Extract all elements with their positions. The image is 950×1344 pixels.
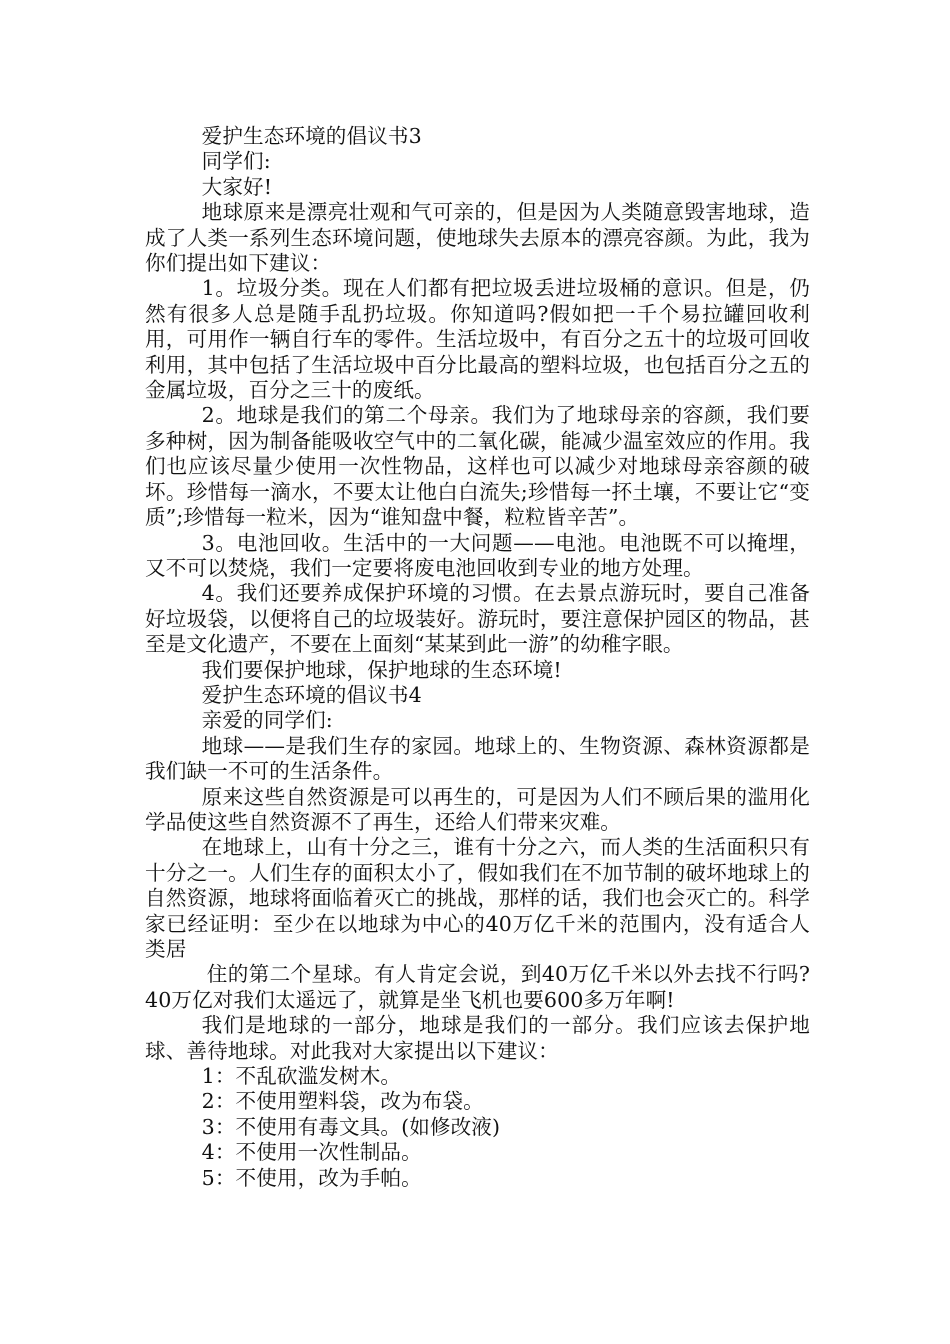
greeting: 大家好! [201, 174, 273, 199]
paragraph: 1。垃圾分类。现在人们都有把垃圾丢进垃圾桶的意识。但是，仍然有很多人总是随手乱扔垃圾。你知道吗?假如把一千个易拉罐回收利用，可用作一辆自行车的零件。生活垃圾中，有百分之五十的垃圾可回收利用，其中包括了生活垃圾中百分比最高的塑料垃圾，也包括百分之五的金属垃圾，百分之三十的废纸。 [145, 276, 810, 403]
paragraph: 4。我们还要养成保护环境的习惯。在去景点游玩时，要自己准备好垃圾袋，以便将自己的垃圾装好。游玩时，要注意保护园区的物品，甚至是文化遗产，不要在上面刻“某某到此一游”的幼稚字眼。 [145, 581, 810, 657]
list-item: 4：不使用一次性制品。 [201, 1140, 422, 1165]
paragraph: 2。地球是我们的第二个母亲。我们为了地球母亲的容颜，我们要多种树，因为制备能吸收空气中的二氧化碳，能减少温室效应的作用。我们也应该尽量少使用一次性物品，这样也可以减少对地球母亲容颜的破坏。珍惜每一滴水，不要太让他白白流失;珍惜每一抔土壤，不要让它“变质”;珍惜每一粒米，因为“谁知盘中餐，粒粒皆辛苦”。 [145, 403, 810, 530]
paragraph: 住的第二个星球。有人肯定会说，到40万亿千米以外去找不行吗?40万亿对我们太遥远了，就算是坐飞机也要600多万年啊! [145, 962, 810, 1012]
paragraph: 在地球上，山有十分之三，谁有十分之六，而人类的生活面积只有十分之一。人们生存的面积太小了，假如我们在不加节制的破坏地球上的自然资源，地球将面临着灭亡的挑战，那样的话，我们也会灭亡的。科学家已经证明：至少在以地球为中心的40万亿千米的范围内，没有适合人类居 [145, 835, 810, 961]
paragraph: 我们是地球的一部分，地球是我们的一部分。我们应该去保护地球、善待地球。对此我对大家提出以下建议： [145, 1013, 810, 1063]
list-item: 5：不使用，改为手帕。 [201, 1165, 422, 1190]
document-body [145, 124, 810, 1191]
list-item: 2：不使用塑料袋，改为布袋。 [201, 1089, 484, 1114]
list-item: 3：不使用有毒文具。(如修改液) [201, 1114, 501, 1139]
salutation: 亲爱的同学们: [201, 708, 333, 733]
section-title: 爱护生态环境的倡议书3 [201, 124, 422, 148]
paragraph: 我们要保护地球，保护地球的生态环境! [201, 657, 562, 682]
salutation: 同学们: [201, 149, 271, 174]
list-item: 1：不乱砍滥发树木。 [201, 1064, 402, 1089]
paragraph: 地球原来是漂亮壮观和气可亲的，但是因为人类随意毁害地球，造成了人类一系列生态环境问题，使地球失去原本的漂亮容颜。为此，我为你们提出如下建议： [145, 200, 810, 276]
paragraph: 地球——是我们生存的家园。地球上的、生物资源、森林资源都是我们缺一不可的生活条件。 [145, 733, 810, 784]
section-title: 爱护生态环境的倡议书4 [201, 682, 422, 707]
paragraph: 原来这些自然资源是可以再生的，可是因为人们不顾后果的滥用化学品使这些自然资源不了再生，还给人们带来灾难。 [145, 784, 810, 834]
paragraph: 3。电池回收。生活中的一大问题——电池。电池既不可以掩埋，又不可以焚烧，我们一定要将废电池回收到专业的地方处理。 [145, 530, 810, 580]
